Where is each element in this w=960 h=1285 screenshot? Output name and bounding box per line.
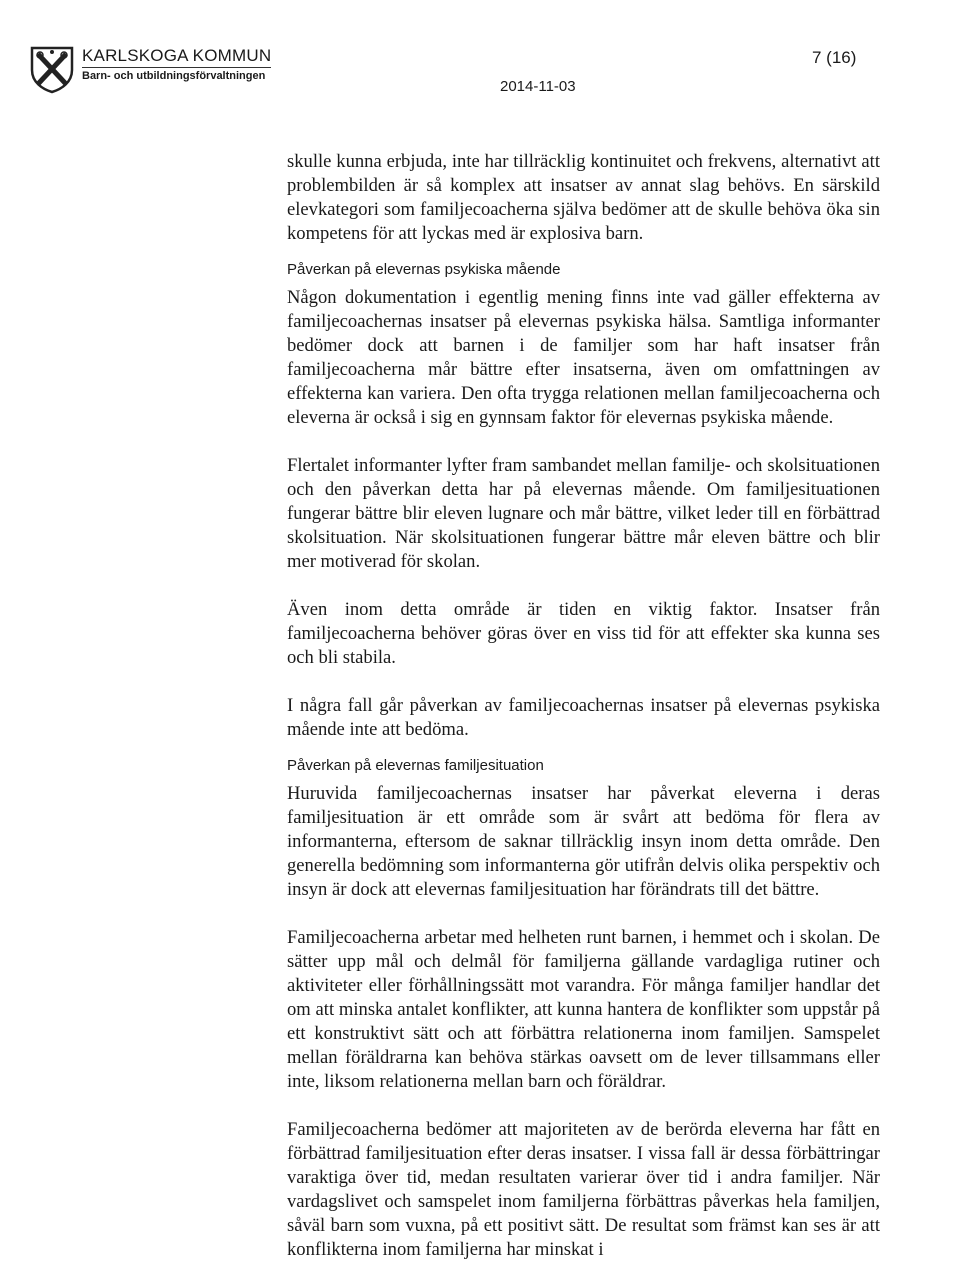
document-date: 2014-11-03	[500, 78, 576, 95]
paragraph: I några fall går påverkan av familjecoachernas insatser på elevernas psykiska mående inte att bedöma.	[287, 695, 880, 740]
organization-name: KARLSKOGA KOMMUN	[82, 46, 272, 65]
paragraph: Någon dokumentation i egentlig mening finns inte vad gäller effekterna av familjecoachernas insatser på elevernas psykiska hälsa. Samtliga informanter bedömer dock att barnen i de familjer som har haft insatser från familjecoacherna mår bättre efter insatserna, även om omfattningen av effekterna kan variera. Den ofta trygga relationen mellan familjecoacherna och eleverna är också i sig en gynnsam faktor för elevernas psykiska mående.	[287, 287, 880, 428]
paragraph: Huruvida familjecoachernas insatser har påverkat eleverna i deras familjesituation är ett område som är svårt att bedöma för flera av informanterna, eftersom de saknar tillräcklig insyn inom detta område. Den generella bedömning som informanterna gör utifrån delvis olika perspektiv och insyn är dock att elevernas familjesituation har förändrats till det bättre.	[287, 783, 880, 900]
page-number: 7 (16)	[812, 48, 857, 67]
paragraph: Familjecoacherna arbetar med helheten runt barnen, i hemmet och i skolan. De sätter upp mål och delmål för familjerna gällande vardagliga rutiner och aktiviteter eller förhållningssätt mot varandra. För många familjer handlar det om att minska antalet konflikter, att kunna hantera de konflikter som uppstår på ett konstruktivt sätt och att förbättra relationerna inom familjen. Samspelet mellan föräldrarna kan behöva stärkas oavsett om de lever tillsammans eller inte, liksom relationerna mellan barn och föräldrar.	[287, 927, 880, 1092]
paragraph: skulle kunna erbjuda, inte har tillräcklig kontinuitet och frekvens, alternativt att problembilden är så komplex att insatser av annat slag behövs. En särskild elevkategori som familjecoacherna själva bedömer att de skulle behöva öka sin kompetens för att lyckas med är explosiva barn.	[287, 151, 880, 244]
document-body	[287, 150, 880, 1262]
section-heading: Påverkan på elevernas familjesituation	[287, 757, 544, 774]
paragraph: Familjecoacherna bedömer att majoriteten av de berörda eleverna har fått en förbättrad familjesituation efter deras insatser. I vissa fall är dessa förbättringar varaktiga över tid, medan resultaten varierar över tid i andra familjer. När vardagslivet och samspelet inom familjerna förbättras påverkas hela familjen, såväl barn som vuxna, på ett positivt sätt. De resultat som främst kan ses är att konflikterna inom familjerna har minskat i	[287, 1119, 880, 1260]
paragraph: Flertalet informanter lyfter fram sambandet mellan familje- och skolsituationen och den påverkan detta har på elevernas mående. Om familjesituationen fungerar bättre blir eleven lugnare och mår bättre, vilket leder till en förbättrad skolsituation. När skolsituationen fungerar bättre mår eleven bättre och blir mer motiverad för skolan.	[287, 455, 880, 572]
paragraph: Även inom detta område är tiden en viktig faktor. Insatser från familjecoacherna behöver göras över en viss tid för att effekter ska kunna ses och bli stabila.	[287, 599, 880, 668]
karlskoga-coat-of-arms-icon	[28, 44, 76, 94]
section-heading: Påverkan på elevernas psykiska mående	[287, 261, 561, 278]
department-name: Barn- och utbildningsförvaltningen	[82, 70, 266, 82]
page-header	[0, 0, 960, 110]
